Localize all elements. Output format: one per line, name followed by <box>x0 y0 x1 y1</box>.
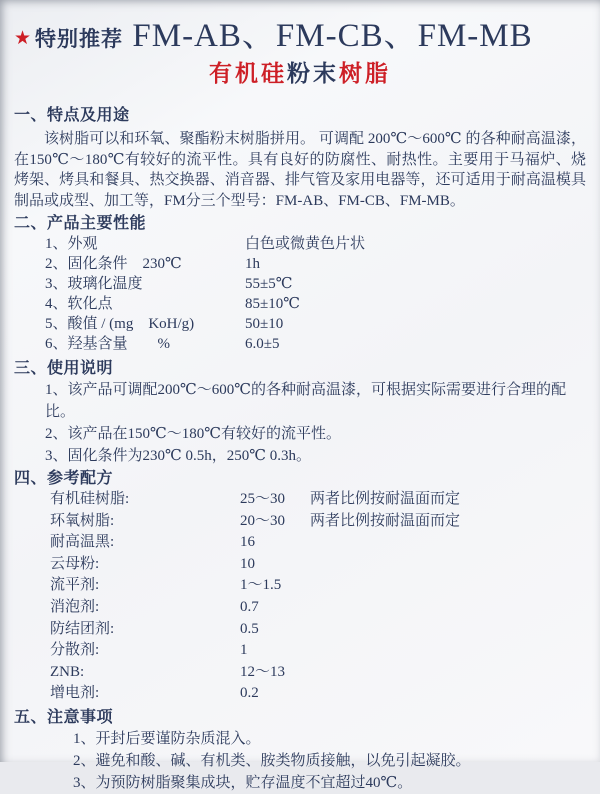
formula-label: 流平剂: <box>50 577 100 594</box>
property-row <box>45 234 586 254</box>
formula-row <box>50 662 586 684</box>
property-value: 6.0±5 <box>245 336 280 352</box>
formula-label: 分散剂: <box>50 642 100 659</box>
features-paragraph: 该树脂可以和环氧、聚酯粉末树脂拼用。 可调配 200℃～600℃ 的各种耐高温漆， 在150℃～180℃有较好的流平性。具有良好的防腐性、耐热性。主要用于马福炉、烧烤架、烤具和餐具、热交换器、消音器、排气管及家用电器等，还可适用于耐高温模具制品或成型、加工等，FM分三个型号：FM-AB、FM-CB、FM-MB。 <box>14 131 586 209</box>
formula-note <box>310 532 586 554</box>
note-item: 1、开封后要谨防杂质混入。 <box>73 730 261 747</box>
subtitle-part-dark: 粉末 <box>287 61 339 86</box>
property-row <box>45 254 586 274</box>
formula-label: 增电剂: <box>50 685 100 702</box>
recommend-badge-label: 特别推荐 <box>35 28 124 51</box>
subtitle-part-red-2: 树脂 <box>339 61 391 86</box>
property-label: 5、酸值 / (mg KoH/g) <box>45 316 195 332</box>
property-value: 50±10 <box>245 316 284 332</box>
formula-label: ZNB: <box>50 663 85 680</box>
formula-row <box>50 597 586 619</box>
formula-label: 云母粉: <box>50 555 100 572</box>
property-row <box>45 314 586 334</box>
usage-item: 2、该产品在150℃～180℃有较好的流平性。 <box>45 426 342 442</box>
section-usage-heading: 三、使用说明 <box>14 360 114 377</box>
formula-note: 两者比例按耐温面而定 <box>310 491 461 507</box>
section-formula-heading: 四、参考配方 <box>14 470 114 487</box>
property-label: 3、玻璃化温度 <box>45 276 143 292</box>
page-title: FM-AB、FM-CB、FM-MB <box>132 18 533 54</box>
property-value: 85±10℃ <box>245 296 301 312</box>
property-label: 6、羟基含量 % <box>45 336 170 352</box>
formula-value: 20～30 <box>240 512 286 529</box>
property-label: 2、固化条件 230℃ <box>45 256 182 272</box>
formula-label: 有机硅树脂: <box>50 491 130 507</box>
note-item: 3、为预防树脂聚集成块，贮存温度不宜超过40℃。 <box>73 774 413 791</box>
recommend-badge <box>14 16 123 53</box>
formula-value: 0.7 <box>240 598 259 615</box>
formula-label: 环氧树脂: <box>50 512 115 529</box>
star-icon: ★ <box>14 27 33 49</box>
formula-note <box>310 640 586 662</box>
formula-value: 10 <box>240 555 255 572</box>
formula-row <box>50 683 586 705</box>
page-subtitle <box>14 60 586 88</box>
formula-value: 1～1.5 <box>240 577 282 594</box>
section-usage <box>14 358 586 467</box>
subtitle-part-red-1: 有机硅 <box>209 61 287 86</box>
formula-label: 防结团剂: <box>50 620 115 637</box>
formula-note <box>310 575 586 597</box>
formula-row <box>50 532 586 554</box>
section-notes <box>14 707 586 794</box>
note-item: 2、避免和酸、碱、有机类、胺类物质接触，以免引起凝胶。 <box>73 752 471 769</box>
section-properties <box>14 213 586 354</box>
property-value: 55±5℃ <box>245 276 293 292</box>
usage-item: 1、该产品可调配200℃～600℃的各种耐高温漆，可根据实际需要进行合理的配比。 <box>45 382 567 420</box>
section-notes-heading: 五、注意事项 <box>14 708 114 726</box>
formula-value: 1 <box>240 642 248 659</box>
formula-note: 两者比例按耐温面而定 <box>310 512 461 529</box>
formula-note <box>310 554 586 576</box>
property-value: 白色或微黄色片状 <box>245 236 366 252</box>
document-header <box>14 16 586 56</box>
formula-value: 12～13 <box>240 663 286 680</box>
property-row <box>45 294 586 314</box>
section-properties-heading: 二、产品主要性能 <box>14 215 147 232</box>
formula-row <box>50 619 586 641</box>
formula-note <box>310 662 586 684</box>
formula-row <box>50 489 586 511</box>
formula-label: 消泡剂: <box>50 598 100 615</box>
property-row <box>45 334 586 354</box>
section-features <box>14 105 586 211</box>
formula-note <box>310 683 586 705</box>
formula-row <box>50 640 586 662</box>
formula-value: 0.5 <box>240 620 259 637</box>
formula-value: 16 <box>240 534 255 551</box>
formula-row <box>50 511 586 533</box>
formula-label: 耐高温黑: <box>50 534 115 551</box>
formula-note <box>310 619 586 641</box>
formula-value: 0.2 <box>240 685 259 702</box>
property-value: 1h <box>245 256 260 272</box>
document-body <box>14 105 586 794</box>
section-formula <box>14 468 586 705</box>
formula-row <box>50 575 586 597</box>
section-features-heading: 一、特点及用途 <box>14 107 130 124</box>
usage-item: 3、固化条件为230℃ 0.5h，250℃ 0.3h。 <box>45 448 312 464</box>
formula-row <box>50 554 586 576</box>
formula-value: 25～30 <box>240 491 286 507</box>
property-row <box>45 274 586 294</box>
property-label: 1、外观 <box>45 236 98 252</box>
property-label: 4、软化点 <box>45 296 113 312</box>
formula-note <box>310 597 586 619</box>
